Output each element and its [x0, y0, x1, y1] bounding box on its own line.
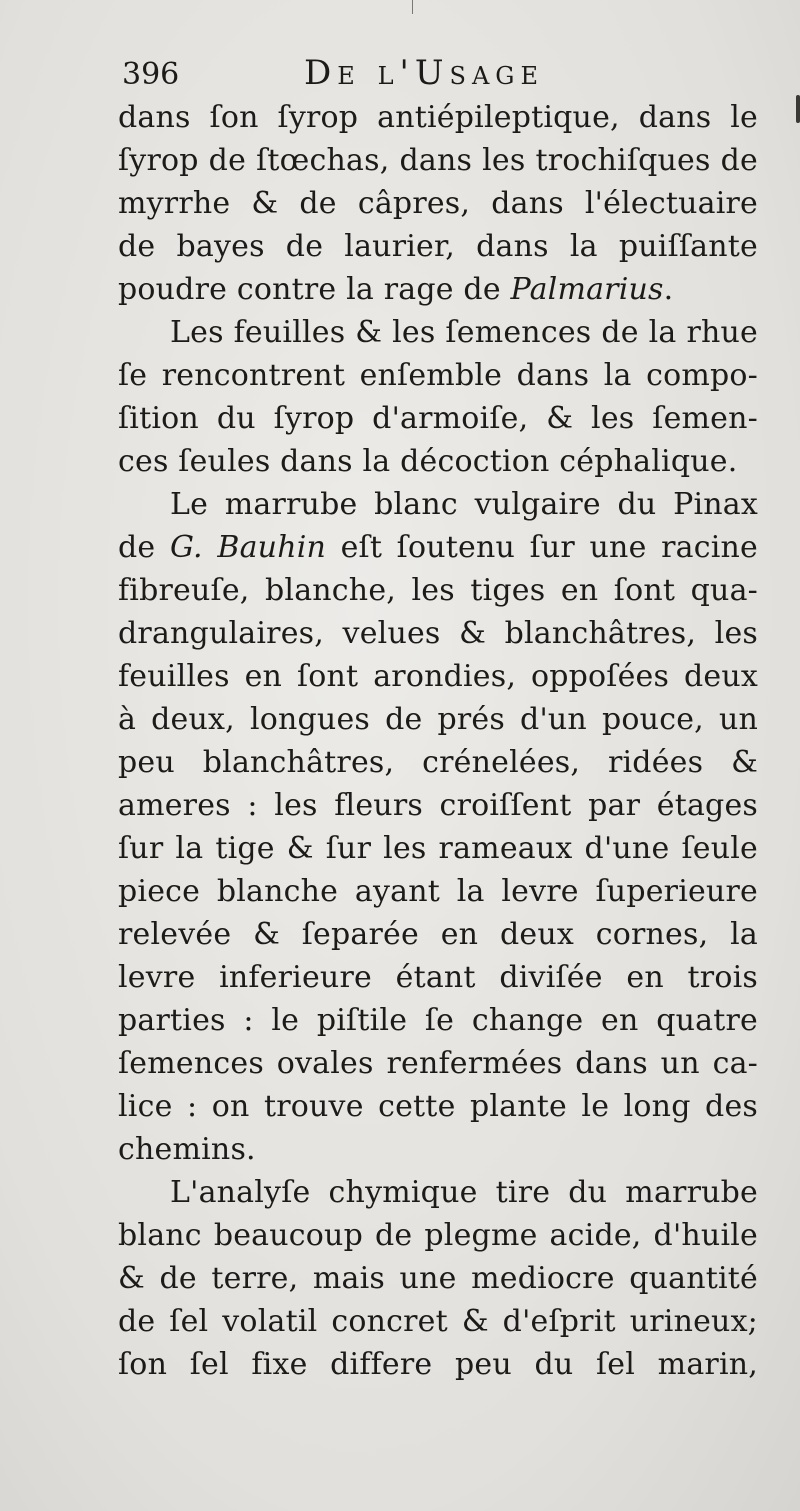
text-line: lice : on trouve cette plante le long des: [118, 1089, 758, 1124]
running-head: De l'Usage: [304, 53, 544, 93]
text-line: levre inferieure étant diviſée en trois: [118, 960, 758, 995]
text-line: Les feuilles & les ſemences de la rhue: [170, 315, 758, 350]
text-line: dans ſon ſyrop antiépileptique, dans le: [118, 100, 758, 135]
italic-name: G. Bauhin: [169, 530, 327, 565]
text-line: relevée & ſeparée en deux cornes, la: [118, 917, 758, 952]
text-line: de bayes de laurier, dans la puiſſante: [118, 229, 758, 264]
text-line: de ſel volatil concret & d'eſprit urineux;: [118, 1304, 758, 1339]
text-line: ſemences ovales renfermées dans un ca-: [118, 1046, 758, 1081]
text-segment: .: [663, 272, 674, 307]
italic-name: Palmarius: [510, 272, 664, 307]
text-segment: de: [118, 530, 170, 565]
text-line: ſon ſel fixe differe peu du ſel marin,: [118, 1347, 758, 1382]
gutter-mark: [412, 0, 413, 14]
text-line: chemins.: [118, 1132, 256, 1167]
text-line: fibreuſe, blanche, les tiges en ſont qua-: [118, 573, 758, 608]
text-line: piece blanche ayant la levre ſuperieure: [118, 874, 758, 909]
text-line: myrrhe & de câpres, dans l'électuaire: [118, 186, 758, 221]
text-line: ſyrop de ſtœchas, dans les trochiſques de: [118, 143, 758, 178]
text-segment: eſt ſoutenu ſur une racine: [326, 530, 758, 565]
text-line: peu blanchâtres, crénelées, ridées &: [118, 745, 758, 780]
text-line: ces ſeules dans la décoction céphalique.: [118, 444, 738, 479]
text-line: ameres : les fleurs croiſſent par étages: [118, 788, 758, 823]
text-line: L'analyſe chymique tire du marrube: [170, 1175, 758, 1210]
body-text: [118, 96, 758, 1386]
text-line: ſition du ſyrop d'armoiſe, & les ſemen-: [118, 401, 758, 436]
page-header: [118, 50, 758, 96]
text-line: à deux, longues de prés d'un pouce, un: [118, 702, 758, 737]
text-line: parties : le piſtile ſe change en quatre: [118, 1003, 758, 1038]
page-number: 396: [122, 57, 180, 92]
text-line: ſur la tige & ſur les rameaux d'une ſeule: [118, 831, 758, 866]
text-line: drangulaires, velues & blanchâtres, les: [118, 616, 758, 651]
text-block: [118, 50, 758, 1386]
text-segment: poudre contre la rage de: [118, 272, 511, 307]
text-line: [118, 268, 758, 311]
page-edge-mark: [796, 95, 800, 123]
text-line: Le marrube blanc vulgaire du Pinax: [170, 487, 758, 522]
text-line: & de terre, mais une mediocre quantité: [118, 1261, 758, 1296]
text-line: [118, 526, 758, 569]
text-line: blanc beaucoup de plegme acide, d'huile: [118, 1218, 758, 1253]
text-line: feuilles en ſont arondies, oppoſées deux: [118, 659, 758, 694]
text-line: ſe rencontrent enſemble dans la compo-: [118, 358, 758, 393]
